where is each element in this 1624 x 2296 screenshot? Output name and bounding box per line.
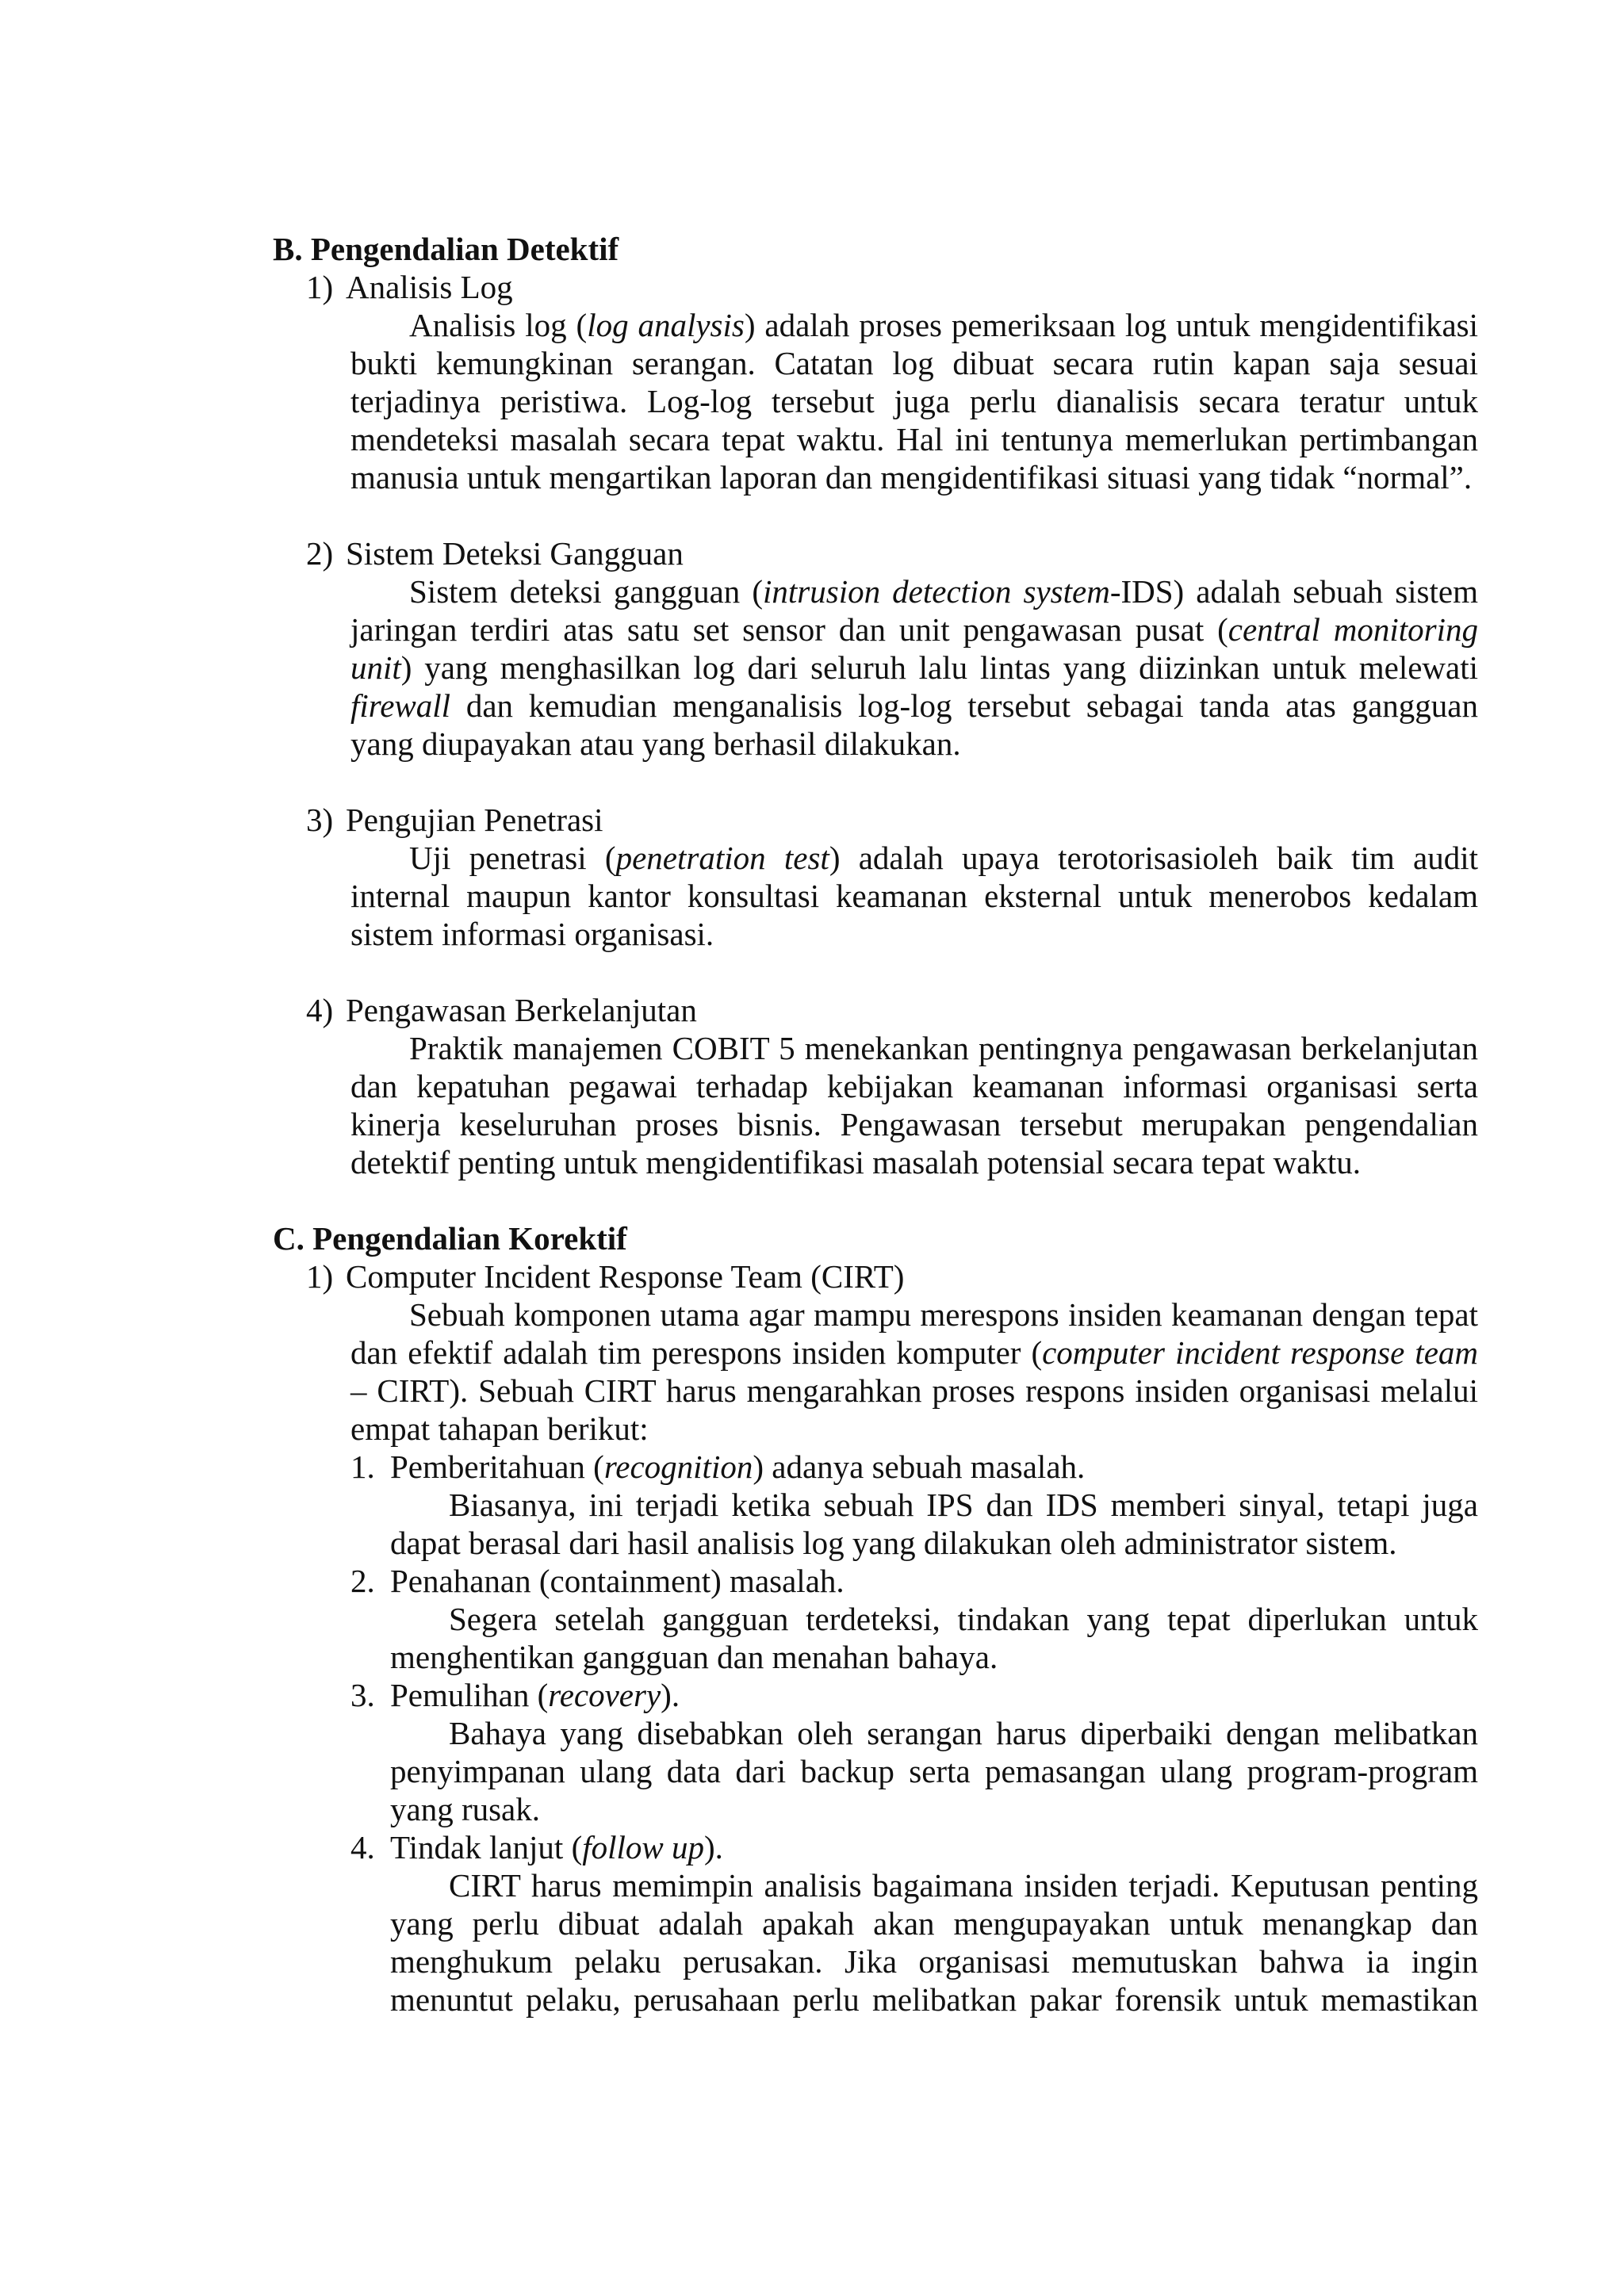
item-paragraph: Sebuah komponen utama agar mampu merespons insiden keamanan dengan tepat dan efektif adalah tim perespons insiden komputer (computer incident response team – CIRT). Sebuah CIRT harus mengarahkan proses respons insiden organisasi melalui empat tahapan berikut: — [350, 1296, 1479, 1447]
step-heading — [350, 1448, 1478, 1486]
item-paragraph: Analisis log (log analysis) adalah proses pemeriksaan log untuk mengidentifikasi bukti kemungkinan serangan. Catatan log dibuat secara rutin kapan saja sesuai terjadinya peristiwa. Log-log tersebut juga perlu dianalisis secara teratur untuk mendeteksi masalah secara tepat waktu. Hal ini tentunya memerlukan pertimbangan manusia untuk mengartikan laporan dan mengidentifikasi situasi yang tidak “normal”. — [350, 307, 1478, 496]
step-title: Tindak lanjut (follow up). — [390, 1829, 723, 1866]
step-heading — [350, 1562, 1478, 1600]
step-paragraph: Segera setelah gangguan terdeteksi, tindakan yang tepat diperlukan untuk menghentikan gangguan dan menahan bahaya. — [390, 1601, 1478, 1675]
step-heading — [350, 1828, 1478, 1866]
item-title: Computer Incident Response Team (CIRT) — [346, 1258, 905, 1295]
item-heading — [306, 991, 1478, 1029]
step-paragraph: CIRT harus memimpin analisis bagaimana insiden terjadi. Keputusan penting yang perlu dibuat adalah apakah akan mengupayakan untuk menangkap dan menghukum pelaku perusakan. Jika organisasi memutuskan bahwa ia ingin menuntut pelaku, perusahaan perlu melibatkan pakar forensik untuk memastikan — [390, 1867, 1478, 2018]
step-paragraph: Biasanya, ini terjadi ketika sebuah IPS dan IDS memberi sinyal, tetapi juga dapat berasal dari hasil analisis log yang dilakukan oleh administrator sistem. — [390, 1487, 1478, 1561]
item-heading — [306, 268, 1478, 306]
item-paragraph: Praktik manajemen COBIT 5 menekankan pentingnya pengawasan berkelanjutan dan kepatuhan pegawai terhadap kebijakan keamanan informasi organisasi serta kinerja keseluruhan proses bisnis. Pengawasan tersebut merupakan pengendalian detektif penting untuk mengidentifikasi masalah potensial secara tepat waktu. — [350, 1030, 1478, 1181]
item-heading — [306, 801, 1478, 839]
step-number: 4. — [350, 1829, 375, 1866]
item-number: 1) — [306, 269, 334, 305]
item-number: 4) — [306, 992, 334, 1028]
item-number: 2) — [306, 535, 334, 572]
item-paragraph: Uji penetrasi (penetration test) adalah upaya terotorisasioleh baik tim audit internal maupun kantor konsultasi keamanan eksternal untuk menerobos kedalam sistem informasi organisasi. — [350, 840, 1478, 952]
section-b-title: B. Pengendalian Detektif — [273, 231, 619, 267]
item-heading — [306, 534, 1478, 572]
item-paragraph: Sistem deteksi gangguan (intrusion detection system-IDS) adalah sebuah sistem jaringan terdiri atas satu set sensor dan unit pengawasan pusat (central monitoring unit) yang menghasilkan log dari seluruh lalu lintas yang diizinkan untuk melewati firewall dan kemudian menganalisis log-log tersebut sebagai tanda atas gangguan yang diupayakan atau yang berhasil dilakukan. — [350, 573, 1478, 762]
item-heading — [306, 1257, 1478, 1295]
item-title: Sistem Deteksi Gangguan — [346, 535, 684, 572]
step-title: Pemulihan (recovery). — [390, 1677, 680, 1713]
section-c-title: C. Pengendalian Korektif — [273, 1220, 627, 1257]
item-title: Pengawasan Berkelanjutan — [346, 992, 697, 1028]
step-number: 3. — [350, 1677, 375, 1713]
step-paragraph: Bahaya yang disebabkan oleh serangan harus diperbaiki dengan melibatkan penyimpanan ulang data dari backup serta pemasangan ulang program-program yang rusak. — [390, 1715, 1478, 1827]
item-number: 1) — [306, 1258, 334, 1295]
step-number: 1. — [350, 1448, 375, 1485]
item-title: Pengujian Penetrasi — [346, 802, 603, 838]
step-heading — [350, 1676, 1478, 1714]
step-title: Penahanan (containment) masalah. — [390, 1563, 845, 1599]
document-content — [273, 230, 1478, 2019]
step-title: Pemberitahuan (recognition) adanya sebuah masalah. — [390, 1448, 1086, 1485]
item-number: 3) — [306, 802, 334, 838]
step-number: 2. — [350, 1563, 375, 1599]
item-title: Analisis Log — [346, 269, 513, 305]
